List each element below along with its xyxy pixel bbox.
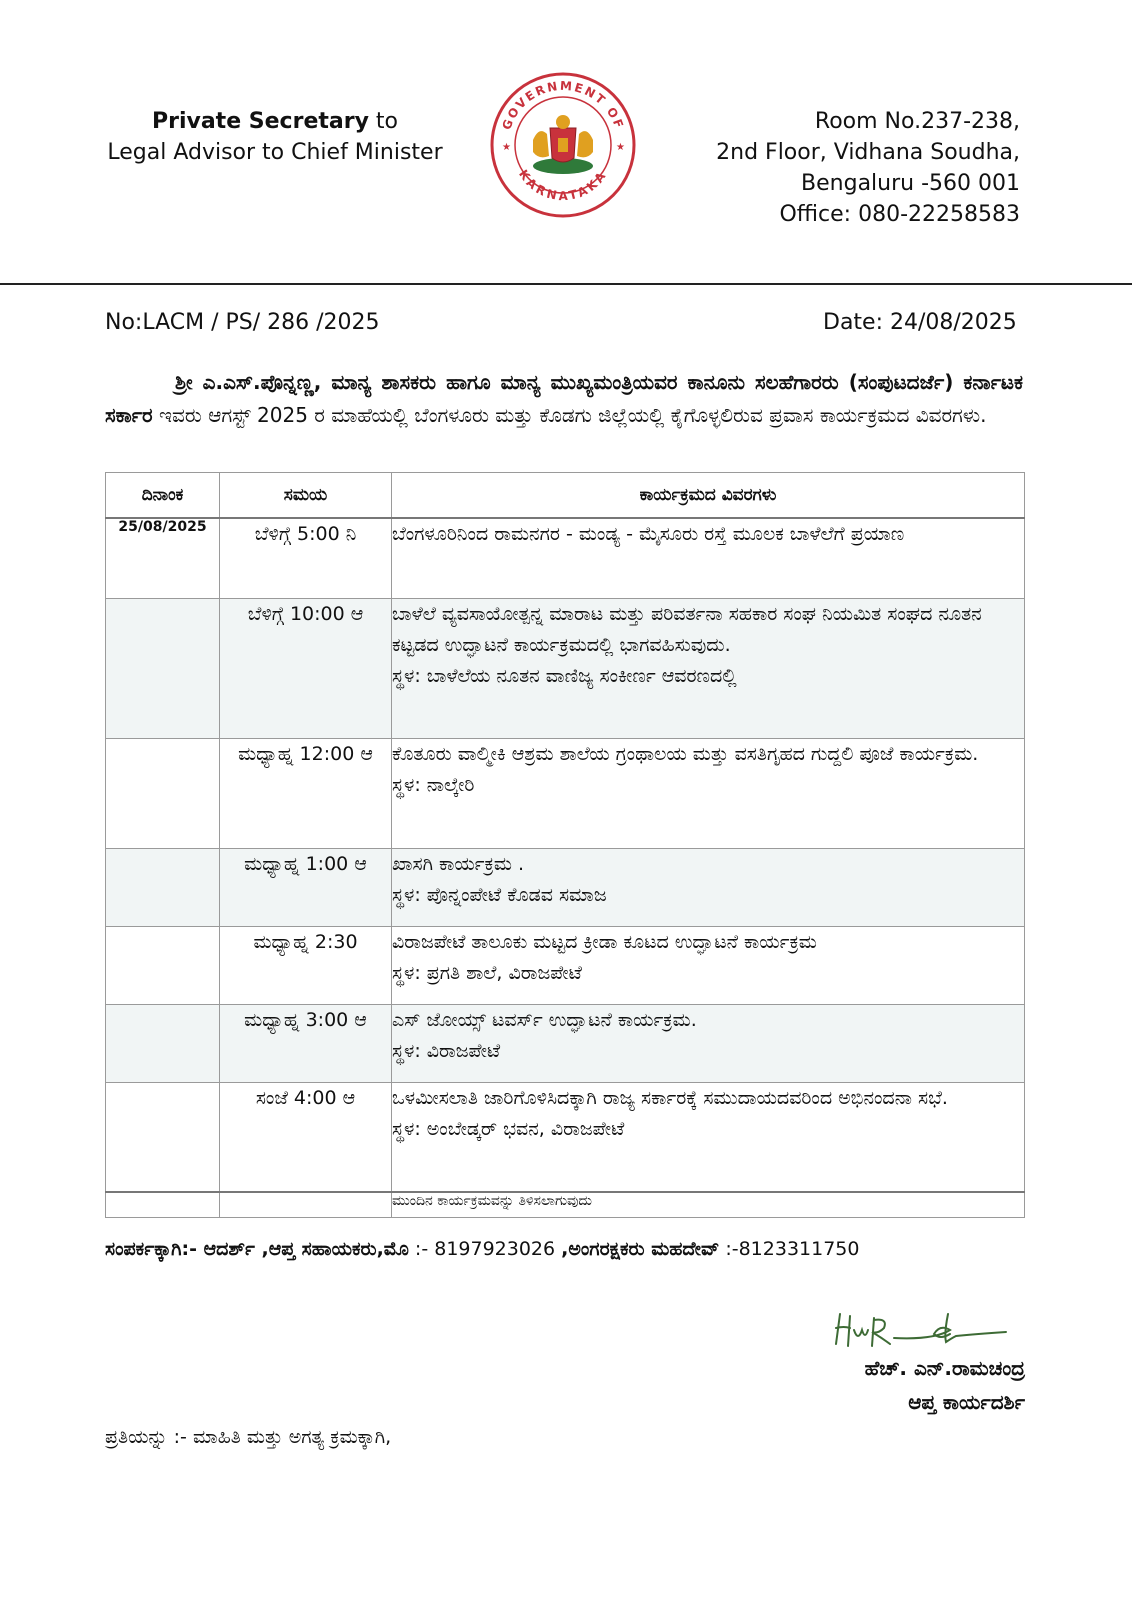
office-address xyxy=(660,106,1020,230)
row-time: ಮಧ್ಯಾಹ್ನ 2:30 xyxy=(220,926,392,1004)
address-line: 2nd Floor, Vidhana Soudha, xyxy=(716,140,1020,165)
row-details: ವಿರಾಜಪೇಟೆ ತಾಲೂಕು ಮಟ್ಟದ ಕ್ರೀಡಾ ಕೂಟದ ಉದ್ಘಾಟನೆ ಕಾರ್ಯಕ್ರಮ ಸ್ಥಳ: ಪ್ರಗತಿ ಶಾಲೆ, ವಿರಾಜಪೇಟೆ xyxy=(392,926,1025,1004)
svg-text:★: ★ xyxy=(616,142,625,153)
venue: ಸ್ಥಳ: ಬಾಳೆಲೆಯ ನೂತನ ವಾಣಿಜ್ಯ ಸಂಕೀರ್ಣ ಆವರಣದಲ್ಲಿ xyxy=(392,664,737,687)
intro-rest: ಇವರು ಆಗಸ್ಟ್ 2025 ರ ಮಾಹೆಯಲ್ಲಿ ಬೆಂಗಳೂರು ಮತ್ತು ಕೊಡಗು ಜಿಲ್ಲೆಯಲ್ಲಿ ಕೈಗೊಳ್ಳಲಿರುವ ಪ್ರವಾಸ ಕಾರ್ಯಕ್ರಮದ ವಿವರಗಳು. xyxy=(152,403,987,427)
row-details: ಕೊತೂರು ವಾಲ್ಮೀಕಿ ಆಶ್ರಮ ಶಾಲೆಯ ಗ್ರಂಥಾಲಯ ಮತ್ತು ವಸತಿಗೃಹದ ಗುದ್ದಲಿ ಪೂಜೆ ಕಾರ್ಯಕ್ರಮ. ಸ್ಥಳ: ನಾಲ್ಕೇರಿ xyxy=(392,738,1025,848)
row-details: ಬಾಳೆಲೆ ವ್ಯವಸಾಯೋತ್ಪನ್ನ ಮಾರಾಟ ಮತ್ತು ಪರಿವರ್ತನಾ ಸಹಕಾರ ಸಂಘ ನಿಯಮಿತ ಸಂಘದ ನೂತನ ಕಟ್ಟಡದ ಉದ್ಘಾಟನೆ ಕಾರ್ಯಕ್ರಮದಲ್ಲಿ ಭಾಗವಹಿಸುವುದು. ಸ್ಥಳ: ಬಾಳೆಲೆಯ ನೂತನ ವಾಣಿಜ್ಯ ಸಂಕೀರ್ಣ ಆವರಣದಲ್ಲಿ xyxy=(392,598,1025,738)
table-footer-row xyxy=(106,1192,1025,1218)
header-details: ಕಾರ್ಯಕ್ರಮದ ವಿವರಗಳು xyxy=(392,473,1025,519)
svg-text:KARNATAKA: KARNATAKA xyxy=(515,167,611,204)
header-date: ದಿನಾಂಕ xyxy=(106,473,220,519)
row-time: ಮಧ್ಯಾಹ್ನ 12:00 ಆ xyxy=(220,738,392,848)
copy-to-line: ಪ್ರತಿಯನ್ನು :- ಮಾಹಿತಿ ಮತ್ತು ಅಗತ್ಯ ಕ್ರಮಕ್ಕಾಗಿ, xyxy=(105,1426,392,1448)
handwritten-signature-icon xyxy=(830,1308,1010,1354)
sender-block xyxy=(90,106,460,168)
row-time: ಸಂಜೆ 4:00 ಆ xyxy=(220,1082,392,1192)
row-details: ಎಸ್ ಜೋಯ್ಸ್ ಟವರ್ಸ್ ಉದ್ಘಾಟನೆ ಕಾರ್ಯಕ್ರಮ. ಸ್ಥಳ: ವಿರಾಜಪೇಟೆ xyxy=(392,1004,1025,1082)
svg-text:★: ★ xyxy=(502,142,511,153)
venue: ಸ್ಥಳ: ಪ್ರಗತಿ ಶಾಲೆ, ವಿರಾಜಪೇಟೆ xyxy=(392,961,582,984)
contact-number: :- 8197923026 xyxy=(408,1238,562,1260)
row-time: ಮಧ್ಯಾಹ್ನ 3:00 ಆ xyxy=(220,1004,392,1082)
header-divider xyxy=(0,283,1132,285)
venue: ಸ್ಥಳ: ನಾಲ್ಕೇರಿ xyxy=(392,773,475,796)
signatory-name: ಹೆಚ್. ಎನ್.ರಾಮಚಂದ್ರ xyxy=(864,1356,1025,1380)
venue: ಸ್ಥಳ: ಪೊನ್ನಂಪೇಟೆ ಕೊಡವ ಸಮಾಜ xyxy=(392,883,607,906)
row-details: ಖಾಸಗಿ ಕಾರ್ಯಕ್ರಮ . ಸ್ಥಳ: ಪೊನ್ನಂಪೇಟೆ ಕೊಡವ ಸಮಾಜ xyxy=(392,848,1025,926)
row-time: ಬೆಳಿಗ್ಗೆ 10:00 ಆ xyxy=(220,598,392,738)
table-row xyxy=(106,738,1025,848)
intro-bold: ಶ್ರೀ ಎ.ಎಸ್.ಪೊನ್ನಣ್ಣ, ಮಾನ್ಯ ಶಾಸಕರು ಹಾಗೂ ಮಾನ್ಯ ಮುಖ್ಯಮಂತ್ರಿಯವರ ಕಾನೂನು ಸಲಹೆಗಾರರು (ಸಂಪುಟದರ್ಜೆ) ಕರ್ನಾಟಕ ಸರ್ಕಾರ xyxy=(105,370,1023,427)
contact-number: :-8123311750 xyxy=(719,1238,860,1260)
table-row xyxy=(106,598,1025,738)
table-header-row xyxy=(106,473,1025,519)
office-phone: Office: 080-22258583 xyxy=(779,202,1020,227)
row-details: ಒಳಮೀಸಲಾತಿ ಜಾರಿಗೊಳಿಸಿದಕ್ಕಾಗಿ ರಾಜ್ಯ ಸರ್ಕಾರಕ್ಕೆ ಸಮುದಾಯದವರಿಂದ ಅಭಿನಂದನಾ ಸಭೆ. ಸ್ಥಳ: ಅಂಬೇಡ್ಕರ್ ಭವನ, ವಿರಾಜಪೇಟೆ xyxy=(392,1082,1025,1192)
row-time: ಬೆಳಿಗ್ಗೆ 5:00 ನಿ xyxy=(220,518,392,598)
schedule-table xyxy=(105,472,1025,1218)
footer-note: ಮುಂದಿನ ಕಾರ್ಯಕ್ರಮವನ್ನು ತಿಳಿಸಲಾಗುವುದು xyxy=(392,1192,1025,1218)
table-row xyxy=(106,848,1025,926)
intro-paragraph xyxy=(105,366,1023,432)
address-line: Room No.237-238, xyxy=(814,109,1020,134)
row-date: 25/08/2025 xyxy=(106,518,220,598)
venue: ಸ್ಥಳ: ಅಂಬೇಡ್ಕರ್ ಭವನ, ವಿರಾಜಪೇಟೆ xyxy=(392,1117,625,1140)
sender-line-1: Private Secretary to xyxy=(151,109,399,134)
table-row xyxy=(106,1004,1025,1082)
svg-text:GOVERNMENT OF: GOVERNMENT OF xyxy=(499,78,627,132)
reference-number: No:LACM / PS/ 286 /2025 xyxy=(105,310,380,335)
row-time: ಮಧ್ಯಾಹ್ನ 1:00 ಆ xyxy=(220,848,392,926)
address-line: Bengaluru -560 001 xyxy=(801,171,1020,196)
signatory-title: ಆಪ್ತ ಕಾರ್ಯದರ್ಶಿ xyxy=(908,1390,1025,1414)
table-row xyxy=(106,926,1025,1004)
header-time: ಸಮಯ xyxy=(220,473,392,519)
table-row xyxy=(106,518,1025,598)
venue: ಸ್ಥಳ: ವಿರಾಜಪೇಟೆ xyxy=(392,1039,501,1062)
table-row xyxy=(106,1082,1025,1192)
letter-date: Date: 24/08/2025 xyxy=(823,310,1017,335)
karnataka-emblem-icon xyxy=(488,70,638,220)
sender-line-2: Legal Advisor to Chief Minister xyxy=(107,140,443,165)
contact-line: ಸಂಪರ್ಕಕ್ಕಾಗಿ:- ಆದರ್ಶ್ ,ಆಪ್ತ ಸಹಾಯಕರು,ಮೊ :- 8197923026 ,ಅಂಗರಕ್ಷಕರು ಮಹದೇವ್ :-8123311750 xyxy=(105,1238,860,1260)
row-details: ಬೆಂಗಳೂರಿನಿಂದ ರಾಮನಗರ - ಮಂಡ್ಯ - ಮೈಸೂರು ರಸ್ತೆ ಮೂಲಕ ಬಾಳೆಲೆಗೆ ಪ್ರಯಾಣ xyxy=(392,518,1025,598)
